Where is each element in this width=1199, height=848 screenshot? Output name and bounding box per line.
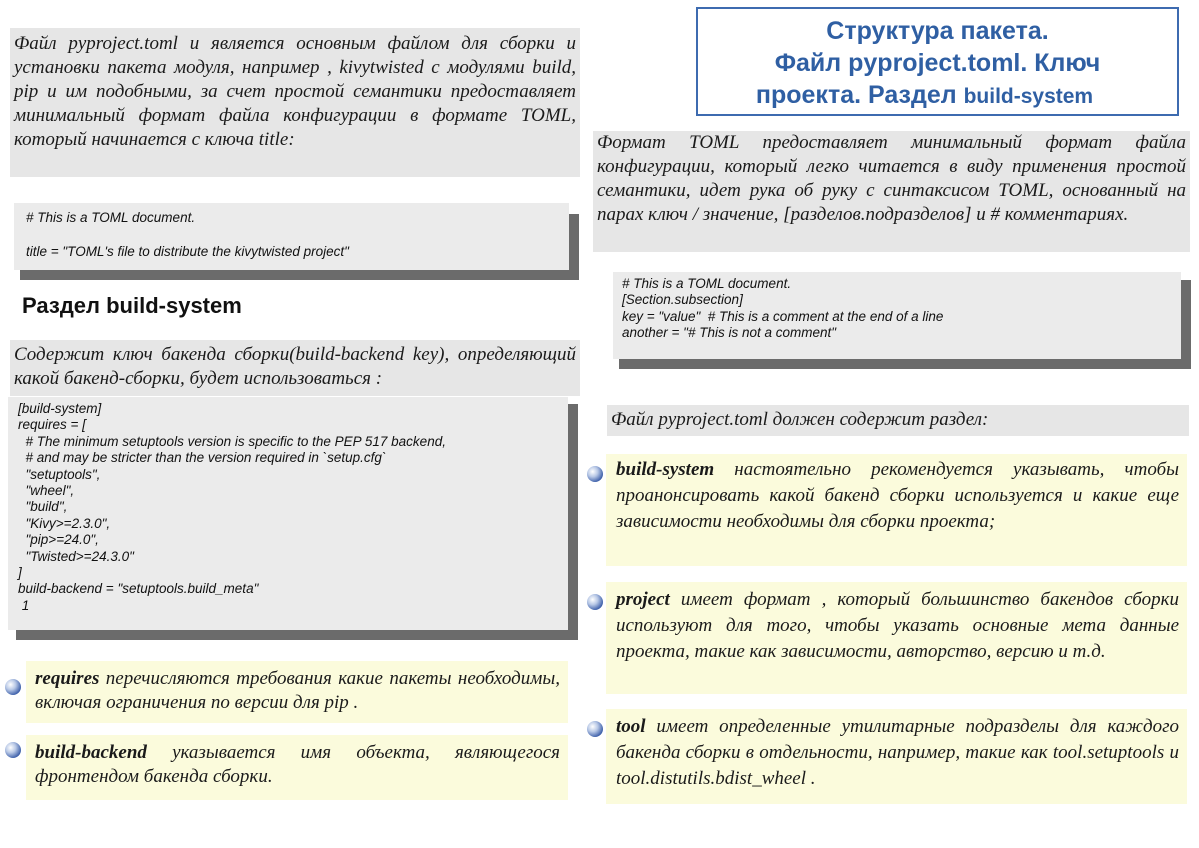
bullet-text: имеет формат , который большинство бакендов сборки используют для того, чтобы указать основные мета данные проекта, такие как зависимости, авторство, версию и т.д. — [616, 589, 1179, 662]
right-intro: Формат TOML предоставляет минимальный формат файла конфигурации, который легко читается в виду применения простой семантики, идет рука об руку с синтаксисом TOML, основанный на парах ключ / значение, [разделов.подразделов] и # комментариях. — [593, 131, 1190, 252]
bullet-term: build-system — [616, 459, 715, 480]
bullet-term: build-backend — [35, 742, 147, 763]
code1-shadow-bottom — [20, 270, 579, 280]
page-title — [696, 7, 1179, 116]
code-block-build-system: [build-system] requires = [ # The minimum setuptools version is specific to the PEP 517 backend, # and may be stricter than the version required in `setup.cfg` "setuptools", "wheel", "build", "Kivy>=2.3.0", "pip>=24.0", "Twisted>=24.3.0" ] build-backend = "setuptools.build_meta" 1 — [8, 397, 568, 630]
must-contain-note: Файл pyproject.toml должен содержит раздел: — [607, 405, 1189, 436]
bullet-text: указывается имя объекта, являющегося фронтендом бакенда сборки. — [35, 742, 560, 787]
bullet-tool — [606, 709, 1187, 804]
bullet-sphere-icon — [5, 679, 21, 695]
title-line-1: Структура пакета. — [826, 17, 1049, 45]
bullet-sphere-icon — [587, 466, 603, 482]
code2-shadow-right — [568, 404, 578, 640]
bullet-term: project — [616, 589, 670, 610]
bullet-requires — [26, 661, 568, 723]
title-line-2: Файл pyproject.toml. Ключ — [774, 49, 1101, 77]
bullet-build-system — [606, 454, 1187, 566]
bullet-project — [606, 582, 1187, 694]
code-block-toml-title: # This is a TOML document. title = "TOML's file to distribute the kivytwisted project" — [14, 203, 569, 270]
code2-shadow-bottom — [16, 630, 578, 640]
bullet-term: requires — [35, 668, 100, 689]
code-block-toml-example: # This is a TOML document. [Section.subsection] key = "value" # This is a comment at the end of a line another = "# This is not a comment" — [613, 272, 1181, 359]
code3-shadow-right — [1181, 280, 1191, 369]
bullet-text: настоятельно рекомендуется указывать, чтобы проанонсировать какой бакенд сборки используется и какие еще зависимости необходимы для сборки проекта; — [616, 459, 1179, 532]
title-line-3: проекта. Раздел — [755, 81, 964, 109]
code3-shadow-bottom — [619, 359, 1191, 369]
bullet-text: перечисляются требования какие пакеты необходимы, включая ограничения по версии для pip . — [35, 668, 560, 713]
bullet-term: tool — [616, 716, 646, 737]
left-intro: Файл pyproject.toml и является основным файлом для сборки и установки пакета модуля, например , kivytwisted с модулями build, pip и им подобными, за счет простой семантики предоставляет минимальный формат файла конфигурации в формате TOML, который начинается с ключа title: — [10, 28, 580, 177]
bullet-sphere-icon — [587, 721, 603, 737]
left-description: Содержит ключ бакенда сборки(build-backend key), определяющий какой бакенд-сборки, будет использоваться : — [10, 340, 580, 396]
title-line-3-suffix: build-system — [963, 85, 1094, 108]
section-heading-build-system: Раздел build-system — [22, 293, 242, 318]
bullet-sphere-icon — [587, 594, 603, 610]
bullet-sphere-icon — [5, 742, 21, 758]
bullet-build-backend — [26, 735, 568, 800]
bullet-text: имеет определенные утилитарные подразделы для каждого бакенда сборки в отдельности, например, такие как tool.setuptools и tool.distutils.bdist_wheel . — [616, 716, 1179, 789]
